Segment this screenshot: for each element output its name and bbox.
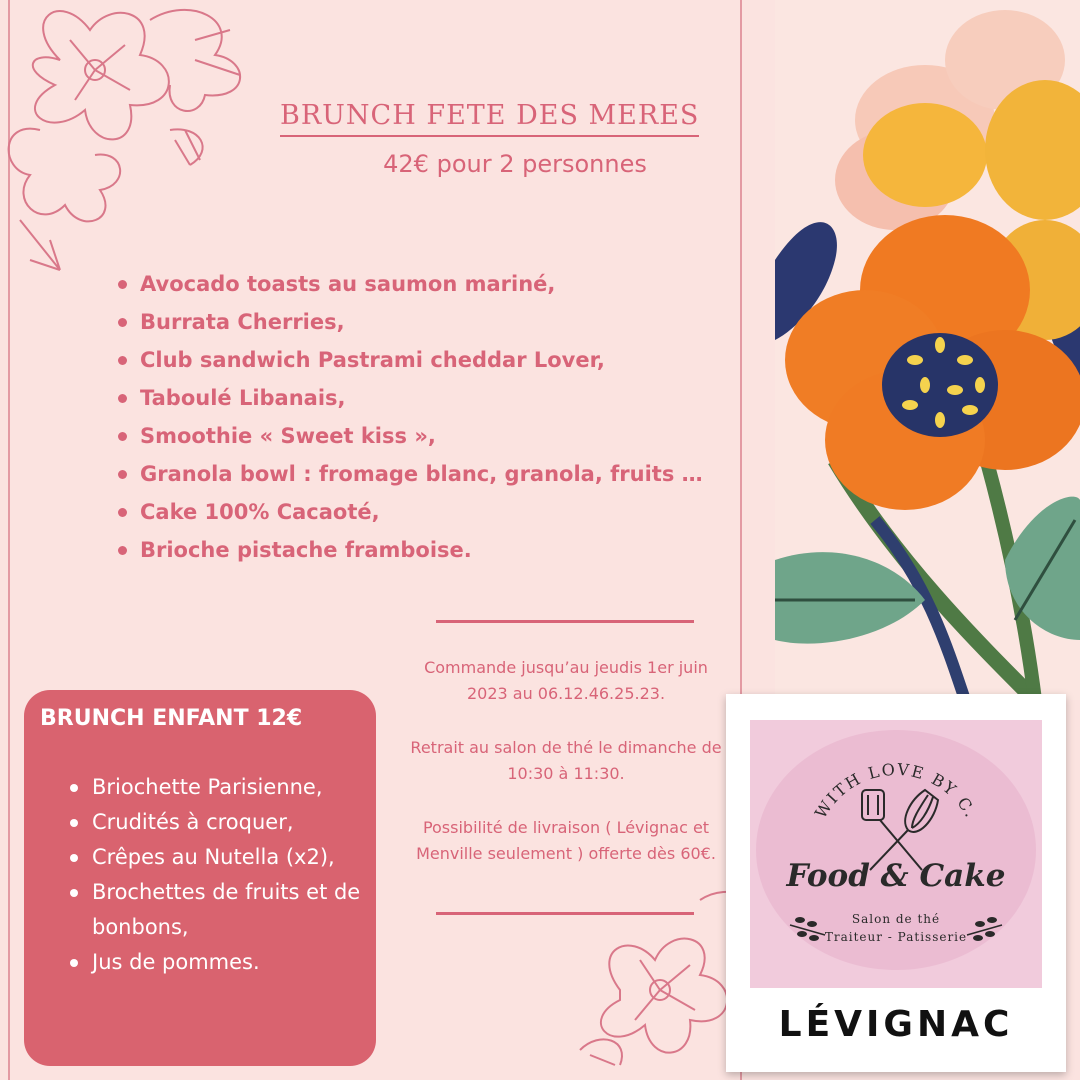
pickup-info: Retrait au salon de thé le dimanche de 10:30 à 11:30. (410, 738, 722, 783)
price-label: 42€ pour 2 personnes (383, 150, 647, 178)
logo-background (750, 720, 1042, 988)
list-item: Cake 100% Cacaoté, (116, 493, 703, 531)
list-item: Smoothie « Sweet kiss », (116, 417, 703, 455)
flower-illustration (775, 0, 1080, 700)
list-item: Crêpes au Nutella (x2), (70, 840, 370, 875)
list-item: Brioche pistache framboise. (116, 531, 703, 569)
delivery-info: Possibilité de livraison ( Lévignac et Menville seulement ) offerte dès 60€. (416, 818, 716, 863)
kids-menu-list (70, 770, 370, 980)
list-item: Brochettes de fruits et de bonbons, (70, 875, 370, 945)
page-title (280, 100, 720, 131)
list-item: Crudités à croquer, (70, 805, 370, 840)
logo-polaroid (726, 694, 1066, 1072)
flower-outline-decoration-top-left (0, 0, 260, 280)
menu-list (116, 265, 703, 569)
page-title-text: BRUNCH FETE DES MERES (280, 100, 699, 137)
kids-brunch-box (24, 690, 376, 1066)
list-item: Jus de pommes. (70, 945, 370, 980)
list-item: Burrata Cherries, (116, 303, 703, 341)
logo-arc-text: WITH LOVE BY C. (811, 759, 982, 822)
list-item: Club sandwich Pastrami cheddar Lover, (116, 341, 703, 379)
logo (750, 720, 1042, 988)
kids-brunch-title: BRUNCH ENFANT 12€ (40, 706, 303, 731)
list-item: Briochette Parisienne, (70, 770, 370, 805)
logo-subtitle-2: Traiteur - Patisserie (824, 930, 968, 944)
logo-name: Food & Cake (786, 858, 1006, 894)
divider-top (436, 620, 694, 623)
list-item: Granola bowl : fromage blanc, granola, fruits … (116, 455, 703, 493)
town-label: LÉVIGNAC (778, 1004, 1014, 1045)
logo-subtitle-1: Salon de thé (851, 912, 941, 926)
divider-bottom (436, 912, 694, 915)
list-item: Avocado toasts au saumon mariné, (116, 265, 703, 303)
order-info: Commande jusqu’au jeudis 1er juin 2023 au 06.12.46.25.23. (424, 658, 708, 703)
list-item: Taboulé Libanais, (116, 379, 703, 417)
